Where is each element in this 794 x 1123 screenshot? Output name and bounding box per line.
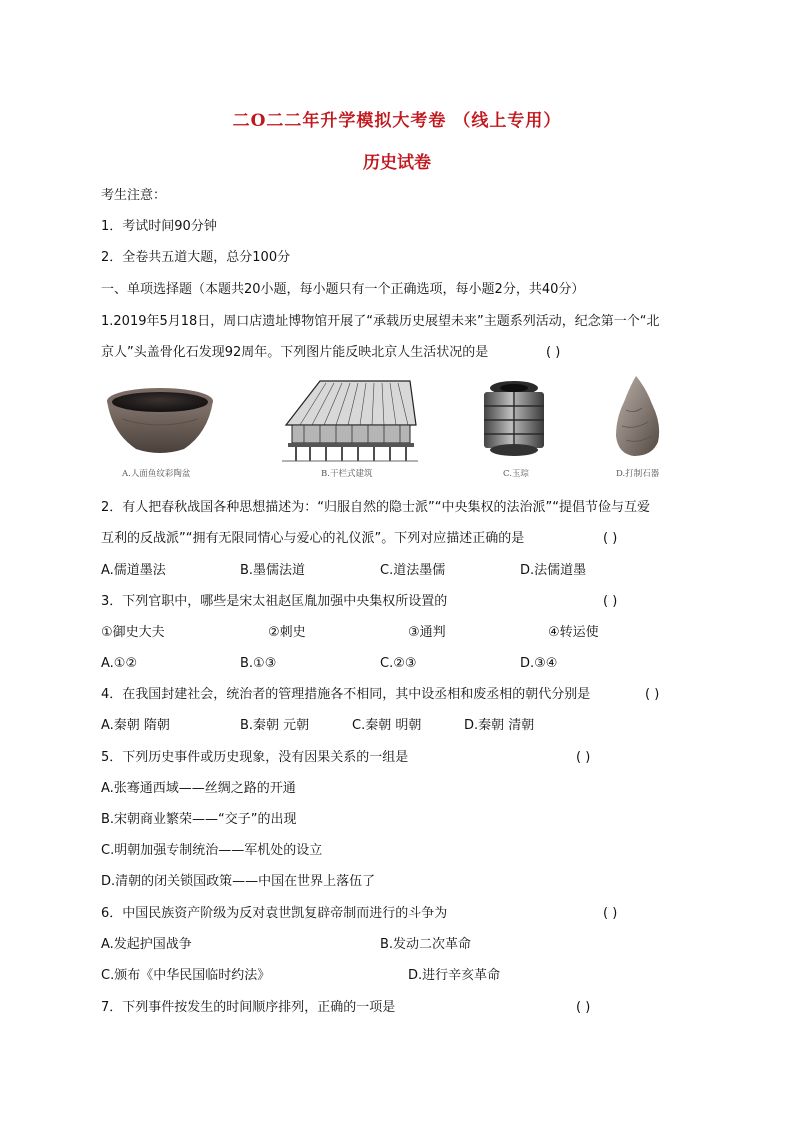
q4-option-b: B.秦朝 元朝 [240,718,310,733]
q1-caption-d: D.打制石器 [616,469,660,479]
notice-heading: 考生注意： [101,188,167,203]
q3-answer-blank: ( ) [603,594,618,609]
q3-item-2: ②刺史 [268,625,306,640]
q2-option-a: A.儒道墨法 [101,563,166,578]
q3-stem: 3．下列官职中，哪些是宋太祖赵匡胤加强中央集权所设置的 [101,594,448,609]
q5-stem: 5．下列历史事件或历史现象，没有因果关系的一组是 [101,750,409,765]
q5-option-a: A.张骞通西域——丝绸之路的开通 [101,781,296,796]
q5-option-b: B.宋朝商业繁荣——“交子”的出现 [101,812,297,827]
q3-item-4: ④转运使 [548,625,599,640]
q5-option-c: C.明朝加强专制统治——军机处的设立 [101,843,323,858]
q4-option-c: C.秦朝 明朝 [352,718,422,733]
q6-option-d: D.进行辛亥革命 [408,968,501,983]
q4-option-a: A.秦朝 隋朝 [101,718,170,733]
stilt-house-image [280,377,420,463]
q7-answer-blank: ( ) [576,1000,591,1015]
q6-answer-blank: ( ) [603,906,618,921]
q3-option-d: D.③④ [520,656,558,671]
jade-cong-image [478,378,550,458]
q5-option-d: D.清朝的闭关锁国政策——中国在世界上落伍了 [101,874,376,889]
exam-title: 二O二二年升学模拟大考卷 （线上专用） [232,111,562,131]
q6-option-c: C.颁布《中华民国临时约法》 [101,968,271,983]
q2-option-d: D.法儒道墨 [520,563,587,578]
q1-caption-c: C.玉琮 [503,469,529,479]
q3-option-b: B.①③ [240,656,277,671]
q6-stem: 6．中国民族资产阶级为反对袁世凯复辟帝制而进行的斗争为 [101,906,448,921]
pottery-bowl-image [104,383,216,459]
chipped-stone-tool-image [612,374,664,458]
q7-stem: 7．下列事件按发生的时间顺序排列，正确的一项是 [101,1000,396,1015]
q1-stem-line2: 京人”头盖骨化石发现92周年。下列图片能反映北京人生活状况的是 [101,345,489,360]
q1-stem-line1: 1.2019年5月18日，周口店遗址博物馆开展了“承载历史展望未来”主题系列活动，纪念第一个“北 [101,314,660,329]
q2-stem-line2: 互利的反战派”“拥有无限同情心与爱心的礼仪派”。下列对应描述正确的是 [101,531,525,546]
q2-stem-line1: 2．有人把春秋战国各种思想描述为：“归服自然的隐士派”“中央集权的法治派”“提倡节俭与互爱 [101,500,650,515]
q4-option-d: D.秦朝 清朝 [464,718,535,733]
q5-answer-blank: ( ) [576,750,591,765]
q1-caption-a: A.人面鱼纹彩陶盆 [122,469,191,479]
q6-option-a: A.发起护国战争 [101,937,192,952]
q4-answer-blank: ( ) [645,687,660,702]
notice-item-time: 1．考试时间90分钟 [101,219,217,234]
q4-stem: 4．在我国封建社会，统治者的管理措施各不相同，其中设丞相和废丞相的朝代分别是 [101,687,591,702]
q1-caption-b: B.干栏式建筑 [321,469,373,479]
q3-option-c: C.②③ [380,656,417,671]
q1-answer-blank: ( ) [546,345,561,360]
q2-option-c: C.道法墨儒 [380,563,446,578]
notice-item-score: 2．全卷共五道大题，总分100分 [101,250,291,265]
q3-option-a: A.①② [101,656,138,671]
q2-option-b: B.墨儒法道 [240,563,306,578]
exam-subtitle: 历史试卷 [363,153,431,173]
q3-item-3: ③通判 [408,625,446,640]
q3-item-1: ①御史大夫 [101,625,165,640]
q6-option-b: B.发动二次革命 [380,937,472,952]
q2-answer-blank: ( ) [603,531,618,546]
section-heading: 一、单项选择题（本题共20小题，每小题只有一个正确选项，每小题2分，共40分） [101,282,585,297]
